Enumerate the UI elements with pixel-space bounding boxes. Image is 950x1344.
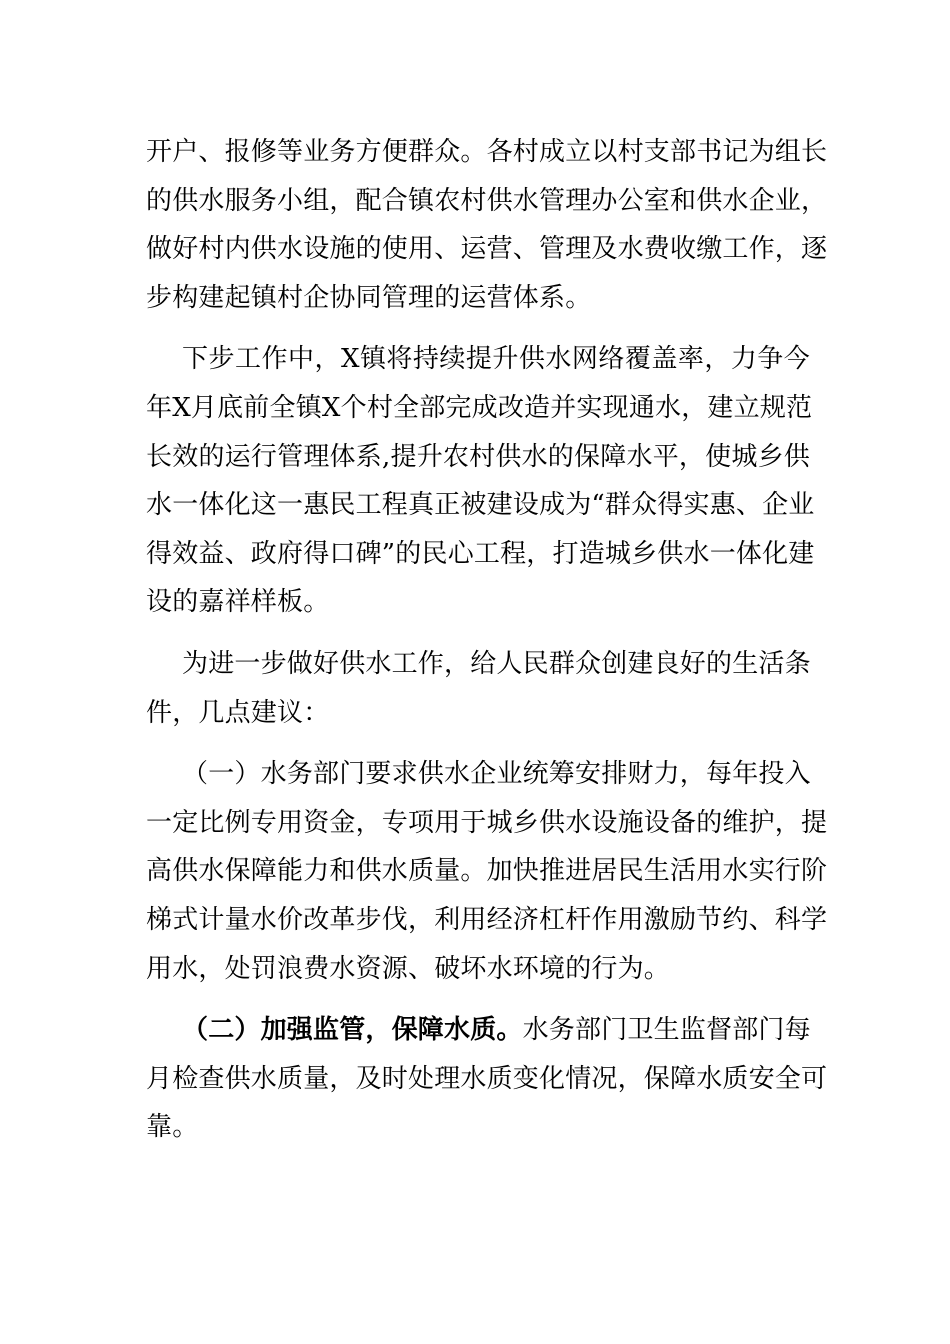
text-line: 做好村内供水设施的使用、运营、管理及水费收缴工作，逐 bbox=[146, 234, 828, 265]
text-line: 件，几点建议： bbox=[146, 697, 330, 728]
text-line: 水一体化这一惠民工程真正被建设成为“群众得实惠、企业 bbox=[146, 490, 815, 521]
paragraph-3 bbox=[146, 640, 810, 737]
text-line: 梯式计量水价改革步伐，利用经济杠杆作用激励节约、科学 bbox=[146, 904, 828, 935]
text-line bbox=[146, 1006, 810, 1055]
text-line: 为进一步做好供水工作，给人民群众创建良好的生活条 bbox=[182, 648, 811, 679]
text-line: 高供水保障能力和供水质量。加快推进居民生活用水实行阶 bbox=[146, 856, 828, 887]
text-line: 步构建起镇村企协同管理的运营体系。 bbox=[146, 282, 592, 313]
text-line: 开户、报修等业务方便群众。各村成立以村支部书记为组长 bbox=[146, 137, 828, 167]
paragraph-4 bbox=[146, 750, 828, 993]
text-line: （一）水务部门要求供水企业统筹安排财力，每年投入 bbox=[182, 759, 811, 790]
paragraph-gap bbox=[146, 993, 810, 1006]
paragraph-2 bbox=[146, 335, 815, 627]
text-line: 得效益、政府得口碑”的民心工程，打造城乡供水一体化建 bbox=[146, 538, 815, 569]
text-line: 年X月底前全镇X个村全部完成改造并实现通水，建立规范 bbox=[146, 392, 813, 423]
text-line: 设的嘉祥样板。 bbox=[146, 587, 330, 618]
document-body bbox=[146, 128, 828, 1152]
text-line: 月检查供水质量，及时处理水质变化情况，保障水质安全可 bbox=[146, 1063, 828, 1094]
text-line: 一定比例专用资金，专项用于城乡供水设施设备的维护，提 bbox=[146, 807, 828, 838]
text-line: 下步工作中，X镇将持续提升供水网络覆盖率，力争今 bbox=[182, 344, 810, 375]
heading-followup-text: 水务部门卫生监督部门每 bbox=[522, 1015, 811, 1046]
text-line: 长效的运行管理体系,提升农村供水的保障水平，使城乡供 bbox=[146, 441, 810, 472]
paragraph-gap bbox=[146, 627, 810, 640]
paragraph-gap bbox=[146, 322, 810, 335]
paragraph-5 bbox=[146, 1006, 828, 1152]
section-heading: （二）加强监管，保障水质。 bbox=[182, 1015, 523, 1046]
paragraph-1 bbox=[146, 128, 828, 322]
text-line: 的供水服务小组，配合镇农村供水管理办公室和供水企业， bbox=[146, 185, 828, 216]
text-line: 用水，处罚浪费水资源、破坏水环境的行为。 bbox=[146, 953, 671, 984]
paragraph-gap bbox=[146, 737, 810, 750]
text-line: 靠。 bbox=[146, 1112, 199, 1143]
